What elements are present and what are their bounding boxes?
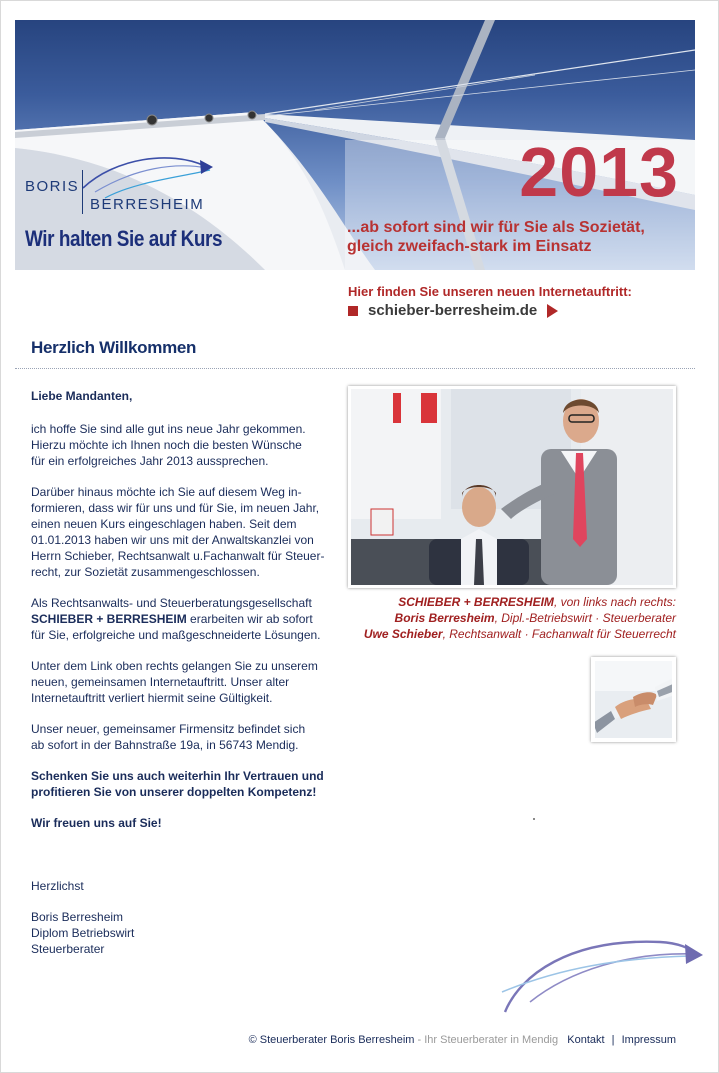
caption-text: , Dipl.-Betriebswirt · Steuerberater (494, 611, 676, 625)
caption-company: SCHIEBER + BERRESHEIM (398, 595, 554, 609)
handshake-photo (591, 657, 676, 742)
paragraph-trust (31, 768, 336, 800)
text-line: ab sofort in der Bahnstraße 19a, in 56743 Mendig. (31, 738, 299, 752)
footer-swoosh-icon (500, 930, 705, 1015)
paragraph-link-info (31, 658, 336, 706)
tagline-line-1: ...ab sofort sind wir für Sie als Sozietät, (347, 219, 645, 236)
signature-details (31, 909, 311, 957)
slogan: Wir halten Sie auf Kurs (25, 226, 223, 251)
paragraph-address (31, 721, 336, 753)
footer-imprint-link[interactable]: Impressum (621, 1034, 676, 1046)
signer-title: Diplom Betriebswirt (31, 926, 135, 940)
header-banner (15, 20, 695, 270)
text-line: Darüber hinaus möchte ich Sie auf diesem Weg in- (31, 485, 302, 499)
salutation: Liebe Mandanten, (31, 389, 133, 403)
text-line: formieren, dass wir für uns und für Sie, im neuen Jahr, (31, 501, 320, 515)
text-line: 01.01.2013 haben wir uns mit der Anwaltskanzlei von (31, 533, 314, 547)
text-line: Internetauftritt verliert hiermit seine Gültigkeit. (31, 691, 273, 705)
footer (249, 1034, 676, 1046)
photo-caption (336, 594, 676, 642)
decorative-dot (533, 818, 535, 820)
text-line: neuen, gemeinsamen Internetauftritt. Unser alter (31, 675, 290, 689)
square-bullet-icon (348, 306, 358, 316)
dotted-divider (15, 368, 695, 369)
year-headline: 2013 (519, 133, 679, 211)
partners-photo (348, 386, 676, 588)
text-line: Hierzu möchte ich Ihnen noch die besten Wünsche (31, 438, 302, 452)
partners-photo-image (351, 389, 673, 585)
caption-line-2 (336, 610, 676, 626)
signature-block (31, 878, 311, 972)
text-line: Herrn Schieber, Rechtsanwalt u.Fachanwalt für Steuer- (31, 549, 325, 563)
website-link-row[interactable] (348, 302, 558, 319)
text-line: ich hoffe Sie sind alle gut ins neue Jahr gekommen. (31, 422, 306, 436)
text-line: profitieren Sie von unserer doppelten Kompetenz! (31, 785, 317, 799)
closing-word: Herzlichst (31, 879, 84, 893)
signer-profession: Steuerberater (31, 942, 105, 956)
footer-subtitle: - Ihr Steuerberater in Mendig (414, 1034, 559, 1046)
text-line: recht, zur Sozietät zusammengeschlossen. (31, 565, 260, 579)
footer-separator: | (611, 1034, 615, 1046)
text-line: für ein erfolgreiches Jahr 2013 aussprechen. (31, 454, 269, 468)
signer-name: Boris Berresheim (31, 910, 124, 924)
arrow-right-icon[interactable] (547, 304, 558, 318)
logo-divider (82, 170, 83, 214)
logo-last-name: BERRESHEIM (90, 196, 205, 213)
caption-line-3 (336, 626, 676, 642)
letter-body (31, 388, 336, 846)
website-intro: Hier finden Sie unseren neuen Internetauftritt: (348, 284, 632, 299)
caption-person-1: Boris Berresheim (394, 611, 495, 625)
caption-line-1 (336, 594, 676, 610)
paragraph-news (31, 484, 336, 580)
text-line: für Sie, erfolgreiche und maßgeschneiderte Lösungen. (31, 628, 321, 642)
paragraph-closing: Wir freuen uns auf Sie! (31, 816, 162, 830)
tagline-line-2: gleich zweifach-stark im Einsatz (347, 238, 592, 255)
text-line: Als Rechtsanwalts- und Steuerberatungsgesellschaft (31, 596, 312, 610)
text-line: Unser neuer, gemeinsamer Firmensitz befindet sich (31, 722, 306, 736)
page-title: Herzlich Willkommen (31, 338, 197, 357)
handshake-image (595, 661, 672, 738)
paragraph-greeting (31, 421, 336, 469)
footer-copyright: © Steuerberater Boris Berresheim (248, 1034, 415, 1046)
banner-tagline (347, 218, 679, 256)
caption-person-2: Uwe Schieber (363, 627, 443, 641)
footer-contact-link[interactable]: Kontakt (567, 1034, 605, 1046)
caption-text: , von links nach rechts: (553, 595, 676, 609)
paragraph-company (31, 595, 336, 643)
caption-text: , Rechtsanwalt · Fachanwalt für Steuerrecht (442, 627, 676, 641)
website-link[interactable]: schieber-berresheim.de (368, 302, 538, 319)
text-line: einen neuen Kurs eingeschlagen haben. Seit dem (31, 517, 297, 531)
text-line: Schenken Sie uns auch weiterhin Ihr Vertrauen und (31, 769, 324, 783)
text-line: erarbeiten wir ab sofort (186, 612, 313, 626)
text-line: Unter dem Link oben rechts gelangen Sie zu unserem (31, 659, 318, 673)
logo-first-name: BORIS (25, 178, 80, 195)
company-name: SCHIEBER + BERRESHEIM (31, 612, 187, 626)
